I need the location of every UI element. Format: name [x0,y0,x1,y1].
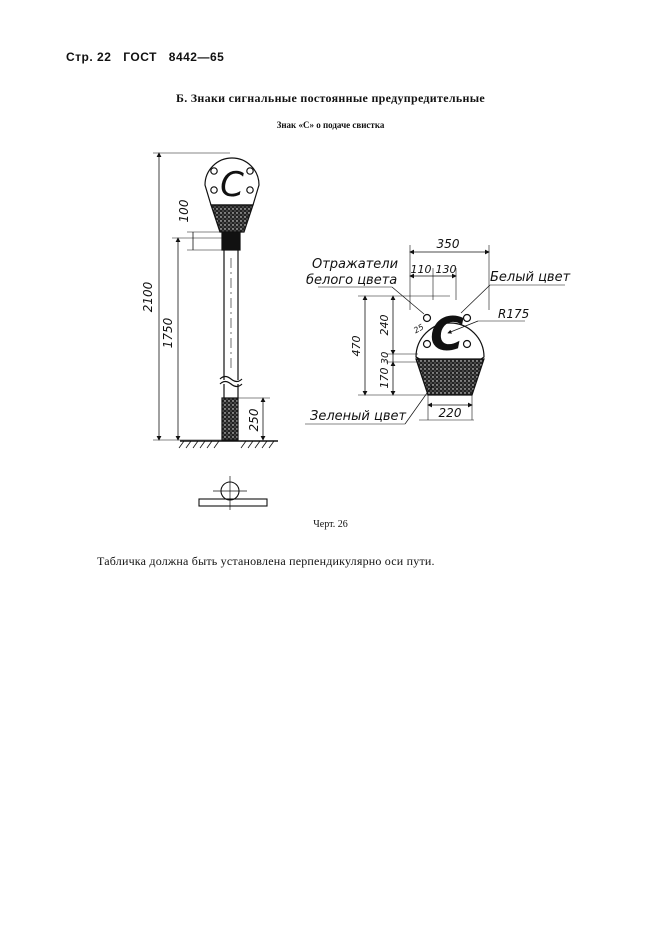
dim-25: 25 [412,322,426,336]
figure-caption: Черт. 26 [313,519,348,530]
dim-470: 470 [350,335,363,357]
dim-1750: 1750 [161,317,175,349]
dim-220: 220 [438,406,462,420]
dim-30: 30 [380,351,391,365]
dim-2100: 2100 [141,281,155,313]
label-white: Белый цвет [490,270,571,285]
label-reflectors-line2: белого цвета [306,273,398,288]
sign-title: Знак «С» о подаче свистка [276,120,385,130]
sign-letter-right: С [430,307,464,361]
body-paragraph: Табличка должна быть установлена перпендикулярно оси пути. [97,554,435,568]
section-title: Б. Знаки сигнальные постоянные предупредительные [175,91,486,105]
label-reflectors-line1: Отражатели [312,257,399,272]
dim-100: 100 [177,199,191,223]
standard-label: ГОСТ [123,50,157,64]
pole-plan-view [199,476,267,510]
dim-130: 130 [435,263,457,276]
sign-green-band [211,205,253,232]
dim-r175: R175 [498,307,530,321]
dim-250: 250 [247,408,261,432]
sign-front-green [416,359,484,395]
standard-number: 8442—65 [168,50,225,64]
dim-110: 110 [410,263,432,276]
pole-lower [222,398,238,440]
page-number: Стр. 22 [66,50,112,64]
sign-letter-left: С [220,165,244,205]
pole-upper [222,232,240,250]
dim-350: 350 [436,237,460,251]
label-green: Зеленый цвет [310,409,407,424]
pole-side-view [153,153,278,448]
dim-170: 170 [378,367,391,389]
dim-240: 240 [378,314,391,336]
